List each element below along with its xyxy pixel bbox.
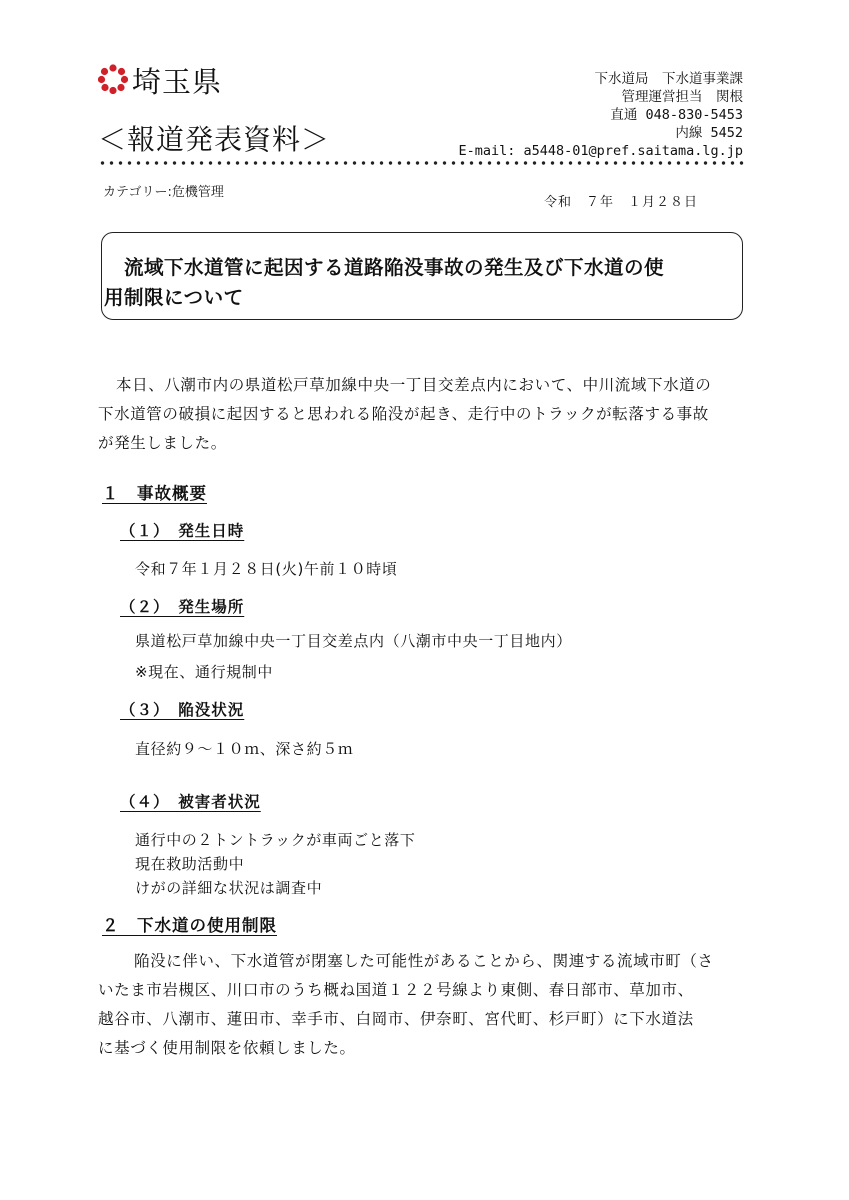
section-1-sub-1-heading: （１） 発生日時	[120, 522, 245, 540]
victim-status-2: 現在救助活動中	[135, 855, 245, 873]
contact-department: 下水道局 下水道事業課	[594, 71, 743, 87]
victim-status-1: 通行中の２トントラックが車両ごと落下	[135, 831, 416, 849]
category-label: カテゴリー:危機管理	[103, 185, 224, 200]
section-2-line-2: いたま市岩槻区、川口市のうち概ね国道１２２号線より東側、春日部市、草加市、	[98, 981, 694, 999]
traffic-restriction-note: ※現在、通行規制中	[135, 663, 273, 681]
section-1-heading: １ 事故概要	[102, 484, 207, 503]
section-1-sub-3-heading: （３） 陥没状況	[120, 701, 245, 719]
section-1-sub-4-heading: （４） 被害者状況	[120, 793, 261, 811]
release-date: 令和 ７年 １月２８日	[544, 195, 699, 210]
intro-line-2: 下水道管の破損に起因すると思われる陥没が起き、走行中のトラックが転落する事故	[98, 405, 709, 423]
intro-paragraph	[98, 371, 758, 458]
contact-direct-phone: 直通 048-830-5453	[610, 107, 743, 123]
intro-line-3: が発生しました。	[98, 434, 227, 452]
section-2-line-4: に基づく使用制限を依頼しました。	[98, 1039, 356, 1057]
section-2-line-3: 越谷市、八潮市、蓮田市、幸手市、白岡市、伊奈町、宮代町、杉戸町）に下水道法	[98, 1010, 694, 1028]
title-box	[101, 232, 743, 320]
occurrence-datetime: 令和７年１月２８日(火)午前１０時頃	[135, 560, 398, 578]
contact-email: E-mail: a5448-01@pref.saitama.lg.jp	[458, 143, 743, 159]
intro-line-1: 本日、八潮市内の県道松戸草加線中央一丁目交差点内において、中川流域下水道の	[116, 376, 712, 394]
org-name: 埼玉県	[132, 65, 223, 99]
occurrence-location: 県道松戸草加線中央一丁目交差点内（八潮市中央一丁目地内）	[135, 632, 572, 650]
section-2-line-1: 陥没に伴い、下水道管が閉塞した可能性があることから、関連する流域市町（さ	[134, 952, 714, 970]
collapse-size: 直径約９～１０ｍ、深さ約５ｍ	[135, 740, 354, 758]
contact-block	[459, 70, 743, 160]
contact-extension: 内線 5452	[675, 125, 743, 141]
contact-person: 管理運営担当 関根	[621, 89, 743, 105]
doc-type-label: ＜報道発表資料＞	[98, 123, 331, 156]
title-line-2: 用制限について	[104, 286, 244, 309]
section-1-sub-2-heading: （２） 発生場所	[120, 598, 245, 616]
saitama-logo-icon	[98, 64, 128, 94]
dotted-divider	[98, 161, 746, 165]
section-2-paragraph	[98, 947, 758, 1063]
section-2-heading: ２ 下水道の使用制限	[102, 916, 277, 935]
victim-status-3: けがの詳細な状況は調査中	[135, 879, 323, 897]
title-line-1: 流域下水道管に起因する道路陥没事故の発生及び下水道の使	[124, 256, 665, 279]
